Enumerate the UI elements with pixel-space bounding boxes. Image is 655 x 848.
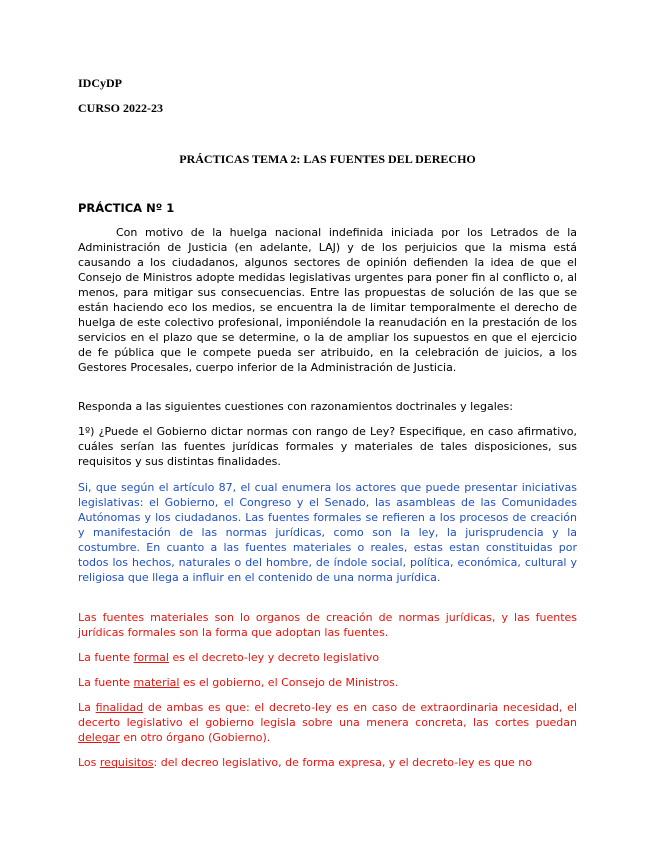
answer-text: La fuente [78,651,134,664]
underlined-term: formal [133,651,169,664]
practice-heading: PRÁCTICA Nº 1 [78,201,175,215]
underlined-term: finalidad [95,701,144,714]
answer-red-paragraph-5 [78,755,577,770]
intro-paragraph: Con motivo de la huelga nacional indefinida iniciada por los Letrados de la Administración de Justicia (en adelante, LAJ) y de los perjuicios que la misma está causando a los ciudadanos, algunos sectores de opinión defienden la idea de que el Consejo de Ministros adopte medidas legislativas urgentes para poner fin al conflicto o, al menos, para mitigar sus consecuencias. Entre las propuestas de solución de las que se están haciendo eco los medios, se encuentra la de limitar temporalmente el derecho de huelga de este colectivo profesional, imponiéndole la reanudación en la prestación de los servicios en el plazo que se determine, o la de ampliar los supuestos en que el ejercicio de fe pública que le compete pueda ser atribuido, en la celebración de juicios, a los Gestores Procesales, cuerpo inferior de la Administración de Justicia. [78,226,577,374]
answer-text: de ambas es que: el decreto-ley es en caso de extraordinaria necesidad, el decerto legislativo el gobierno legisla sobre una menera concreta, las cortes puedan [78,701,577,729]
answer-red-paragraph-1: Las fuentes materiales son lo organos de creación de normas jurídicas, y las fuentes jurídicas formales son la forma que adoptan las fuentes. [78,611,577,639]
header-org: IDCyDP [78,76,122,90]
underlined-term: material [133,676,180,689]
answer-red-paragraph-4 [78,700,577,745]
underlined-term: requisitos [99,756,154,769]
answer-text: La fuente [78,676,134,689]
question-1: 1º) ¿Puede el Gobierno dictar normas con rango de Ley? Especifique, en caso afirmativo, cuáles serían las fuentes jurídicas formales y materiales de tales disposiciones, sus requisitos y sus distintas finalidades. [78,425,577,468]
answer-text: es el decreto-ley y decreto legislativo [168,651,380,664]
answer-text: Los [78,756,100,769]
answer-red-paragraph-2 [78,650,577,665]
page-title: PRÁCTICAS TEMA 2: LAS FUENTES DEL DERECHO [179,152,476,166]
answer-red-paragraph-3 [78,675,577,690]
answer-text: en otro órgano (Gobierno). [119,731,271,744]
header-course: CURSO 2022-23 [78,101,164,115]
answer-text: : del decreo legislativo, de forma expresa, y el decreto-ley es que no [153,756,532,769]
answer-text: es el gobierno, el Consejo de Ministros. [179,676,399,689]
answer-text: La [78,701,96,714]
underlined-term: delegar [78,731,120,744]
answer-blue-paragraph: Si, que según el artículo 87, el cual enumera los actores que puede presentar iniciativas legislativas: el Gobierno, el Congreso y el Senado, las asambleas de las Comunidades Autónomas y los ciudadanos. Las fuentes formales se refieren a los procesos de creación y manifestación de las normas jurídicas, como son la ley, la jurisprudencia y la costumbre. En cuanto a las fuentes materiales o reales, estas estan constituidas por todos los hechos, naturales o del hombre, de índole social, política, económica, cultural y religiosa que llega a influir en el contenido de una norma jurídica. [78,481,577,584]
instruction-paragraph: Responda a las siguientes cuestiones con razonamientos doctrinales y legales: [78,400,513,413]
